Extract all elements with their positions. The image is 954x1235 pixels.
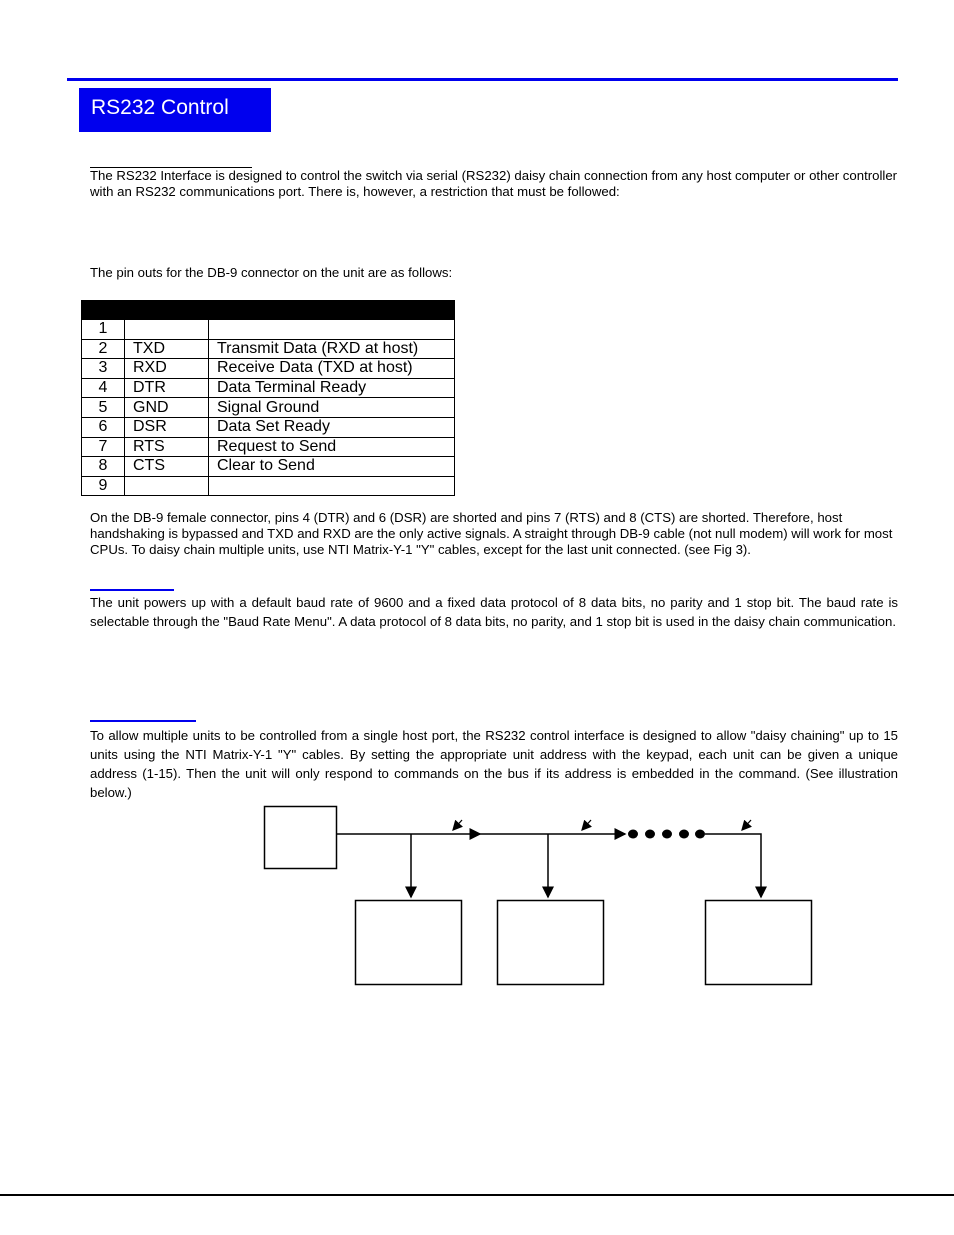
cable-pointer-2 [582, 820, 591, 830]
cable-pointer-3 [742, 820, 751, 830]
intro-paragraph: The RS232 Interface is designed to control the switch via serial (RS232) daisy chain connection from any host computer or other controller with an RS232 communications port. There is, however, a restriction that must be followed: [90, 168, 898, 199]
pin-number: 9 [82, 476, 125, 496]
daisy-paragraph: To allow multiple units to be controlled from a single host port, the RS232 control interface is designed to allow "daisy chaining" up to 15 units using the NTI Matrix-Y-1 "Y" cables. By setting the appropriate unit address with the keypad, each unit can be given a unique address (1-15). Then the unit will only respond to commands on the bus if its address is embedded in the command. (See illustration below.) [90, 728, 898, 800]
pin-signal: RTS [125, 437, 209, 457]
pinout-intro: The pin outs for the DB-9 connector on the unit are as follows: [90, 265, 453, 280]
pin-signal: DTR [125, 378, 209, 398]
pin-number: 1 [82, 320, 125, 340]
bus-line-3 [705, 834, 761, 897]
pin-number: 7 [82, 437, 125, 457]
pin-function: Receive Data (TXD at host) [209, 359, 455, 379]
pin-number: 5 [82, 398, 125, 418]
baud-paragraph: The unit powers up with a default baud rate of 9600 and a fixed data protocol of 8 data bits, no parity and 1 stop bit. The baud rate is selectable through the "Baud Rate Menu". A data protocol of 8 data bits, no parity, and 1 stop bit is used in the daisy chain communication. [90, 595, 898, 629]
pin-signal: RXD [125, 359, 209, 379]
pin-function: Clear to Send [209, 457, 455, 477]
section-title: RS232 Control [79, 88, 271, 132]
pinout-note: On the DB-9 female connector, pins 4 (DTR) and 6 (DSR) are shorted and pins 7 (RTS) and 8 (CTS) are shorted. Therefore, host handshaking is bypassed and TXD and RXD are the only active signals. A straight through DB-9 cable (not null modem) will work for most CPUs. To daisy chain multiple units, use NTI Matrix-Y-1 "Y" cables, except for the last unit connected. (see Fig 3). [90, 510, 893, 557]
pin-signal: CTS [125, 457, 209, 477]
pin-number: 3 [82, 359, 125, 379]
unit-box-3 [706, 901, 812, 985]
pin-signal: TXD [125, 339, 209, 359]
host-box [265, 807, 337, 869]
footer-rule [0, 1194, 954, 1196]
cable-pointer-1 [453, 820, 462, 830]
pin-signal: DSR [125, 417, 209, 437]
pin-function: Request to Send [209, 437, 455, 457]
pin-number: 6 [82, 417, 125, 437]
unit-box-1 [356, 901, 462, 985]
pin-number: 8 [82, 457, 125, 477]
pin-function: Data Terminal Ready [209, 378, 455, 398]
pin-number: 4 [82, 378, 125, 398]
pin-function: Signal Ground [209, 398, 455, 418]
continuation-dots [628, 830, 705, 839]
pin-number: 2 [82, 339, 125, 359]
pin-function: Transmit Data (RXD at host) [209, 339, 455, 359]
pin-signal: GND [125, 398, 209, 418]
unit-box-2 [498, 901, 604, 985]
pin-function: Data Set Ready [209, 417, 455, 437]
